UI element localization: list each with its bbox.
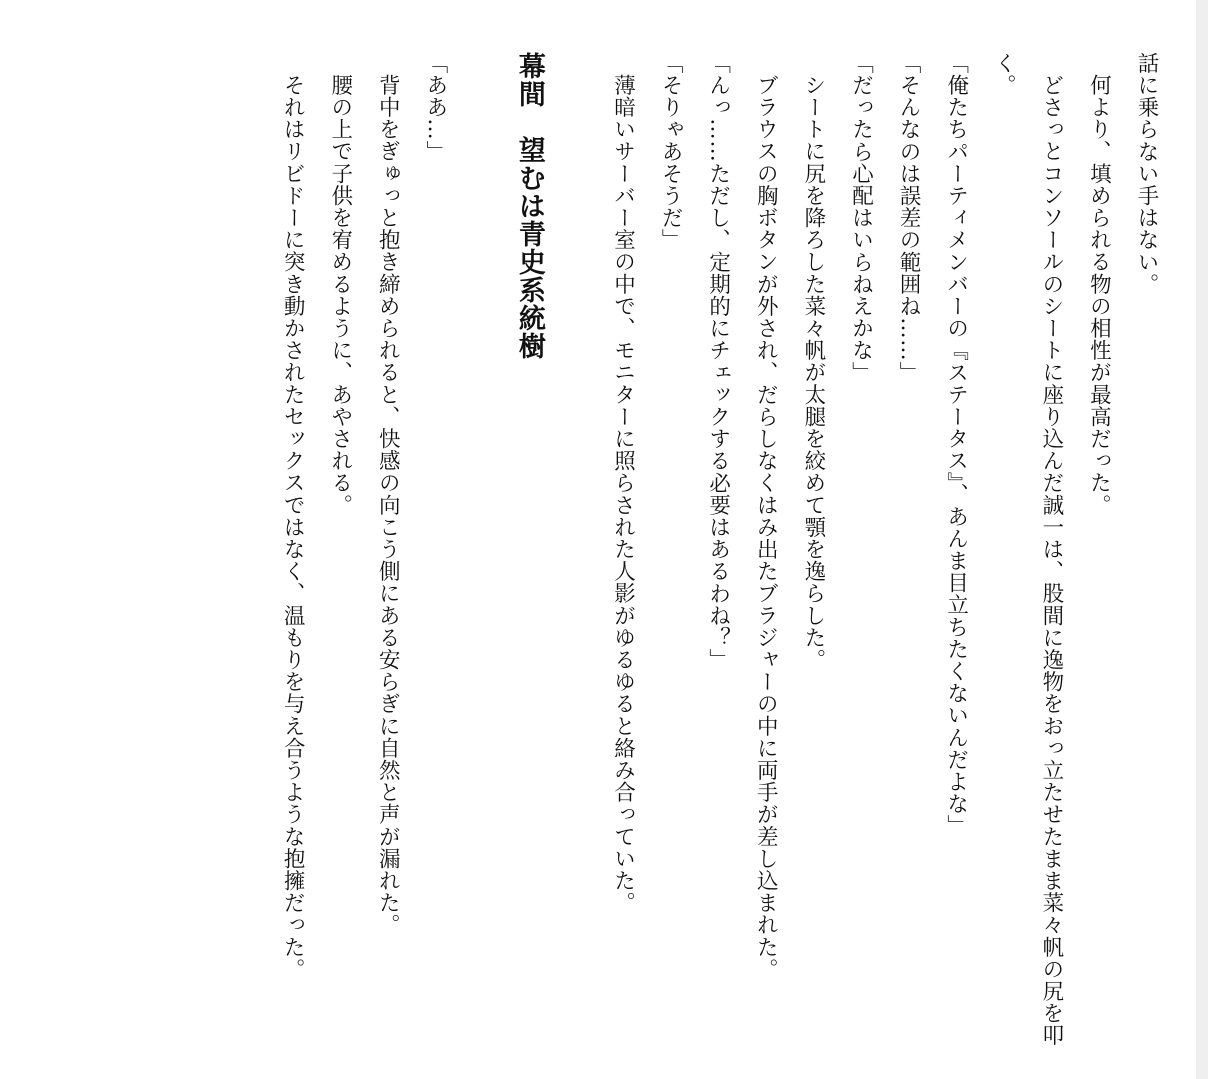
chapter-heading: 幕間 望むは青史系統樹 xyxy=(513,52,545,360)
paragraph-6: 薄暗いサーバー室の中で、モニターに照らされた人影がゆるゆると絡み合っていた。 xyxy=(610,73,636,914)
dialogue-1: 「俺たちパーティメンバーの『ステータス』、あんま目立ちたくないんだよな」 xyxy=(943,52,969,837)
paragraph-4: シートに尻を降ろした菜々帆が太腿を絞めて顎を逸らした。 xyxy=(800,73,826,671)
dialogue-6: 「ああ…」 xyxy=(422,52,448,163)
paragraph-3: どさっとコンソールのシートに座り込んだ誠一は、股間に逸物をおっ立たせたまま菜々帆の尻を叩く。 xyxy=(991,52,1064,1046)
dialogue-4: 「んっ……ただし、定期的にチェックする必要はあるわね？」 xyxy=(705,52,731,671)
scrollbar-gutter[interactable] xyxy=(1196,0,1208,1079)
paragraph-7: 背中をぎゅっと抱き締められると、快感の向こう側にある安らぎに自然と声が漏れた。 xyxy=(375,73,401,936)
paragraph-9: それはリビドーに突き動かされたセックスではなく、温もりを与え合うような抱擁だった。 xyxy=(280,73,306,980)
paragraph-2: 何より、填められる物の相性が最高だった。 xyxy=(1086,73,1112,516)
paragraph-8: 腰の上で子供を宥めるように、あやされる。 xyxy=(327,73,353,516)
dialogue-3: 「だったら心配はいらねえかな」 xyxy=(848,52,874,384)
paragraph-5: ブラウスの胸ボタンが外され、だらしなくはみ出たブラジャーの中に両手が差し込まれた。 xyxy=(753,73,779,980)
dialogue-5: 「そりゃあそうだ」 xyxy=(658,52,684,251)
dialogue-2: 「そんなのは誤差の範囲ね……」 xyxy=(896,52,922,384)
paragraph-1: 話に乗らない手はない。 xyxy=(1134,52,1159,296)
vertical-text-body xyxy=(90,52,1170,1052)
